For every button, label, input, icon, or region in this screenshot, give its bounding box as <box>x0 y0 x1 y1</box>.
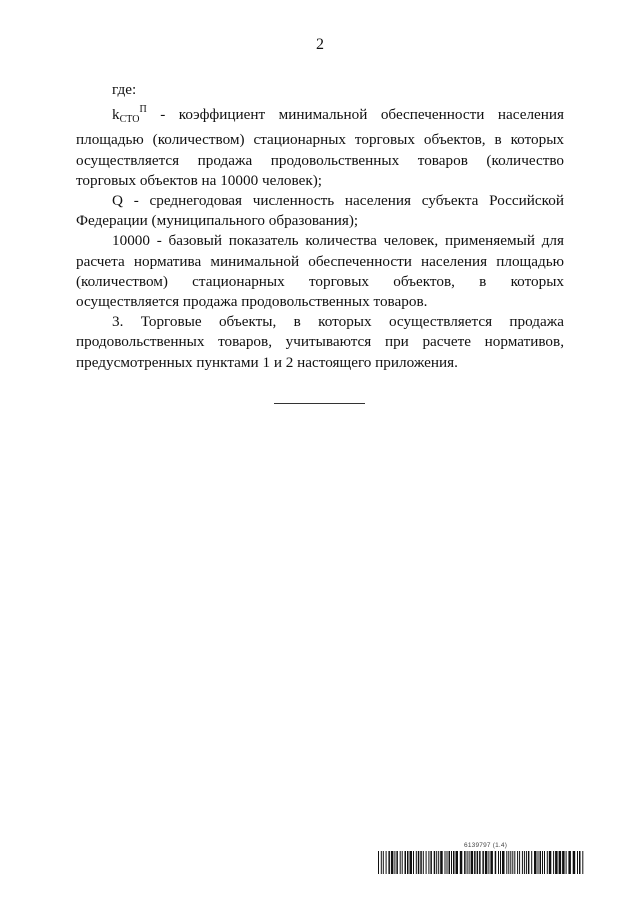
barcode-bar <box>451 851 452 874</box>
barcode-bar <box>440 851 443 874</box>
barcode-bar <box>416 851 417 874</box>
barcode-bar <box>464 851 466 874</box>
q-definition: Q - среднегодовая численность населения субъекта Российской Федерации (муниципального образования); <box>76 192 564 230</box>
barcode-bar <box>386 851 387 874</box>
barcode-bar <box>394 851 395 874</box>
k-subscript: СТО <box>119 114 140 126</box>
barcode-bar <box>508 851 509 874</box>
barcode-bar <box>517 851 518 874</box>
barcode-bar <box>482 851 484 874</box>
barcode-bar <box>568 851 571 874</box>
barcode-bar <box>573 851 576 874</box>
section-divider <box>274 403 365 404</box>
barcode-bar <box>553 851 554 874</box>
barcode-bar <box>544 851 545 874</box>
k-definition-text: - коэффициент минимальной обеспеченности населения площадью (количеством) стационарных торговых объектов, в которых осуществляется продажа продовольственных товаров (количество торговых объектов на 10000 человек); <box>76 106 565 189</box>
barcode-bar <box>449 851 451 874</box>
barcode-bar <box>477 851 479 874</box>
barcode-bar <box>549 851 552 874</box>
barcode-bar <box>469 851 470 874</box>
barcode-bar <box>471 851 474 874</box>
barcode-bar <box>534 851 537 874</box>
barcode-bar <box>488 851 489 874</box>
barcode-bar <box>430 851 432 874</box>
barcode-bar <box>467 851 468 874</box>
barcode-bar <box>514 851 515 874</box>
barcode-bar <box>506 851 507 874</box>
barcode-bar <box>540 851 542 874</box>
barcode-bar <box>495 851 497 874</box>
barcode-bar <box>485 851 488 874</box>
barcode-bar <box>528 851 530 874</box>
document-body <box>76 80 564 373</box>
barcode-bar <box>522 851 523 874</box>
barcode-bar <box>512 851 513 874</box>
barcode-bar <box>519 851 520 874</box>
barcode-bar <box>407 851 409 874</box>
barcode-bar <box>405 851 407 874</box>
barcode-bar <box>391 851 394 874</box>
barcode-bar <box>524 851 525 874</box>
barcode-bar <box>579 851 581 874</box>
barcode-bar <box>378 851 379 874</box>
barcode-bar <box>474 851 476 874</box>
barcode-bar <box>434 851 436 874</box>
barcode-bar <box>582 851 583 874</box>
barcode-bar <box>418 851 420 874</box>
barcode-bar <box>400 851 401 874</box>
barcode-bar <box>383 851 384 874</box>
barcode-bar <box>510 851 511 874</box>
barcode-bar <box>542 851 543 874</box>
barcode-bar <box>453 851 455 874</box>
k-symbol: k <box>112 106 120 124</box>
barcode-bar <box>500 851 501 874</box>
barcode-bar <box>438 851 439 874</box>
barcode-bar <box>447 851 448 874</box>
barcode-bar <box>577 851 578 874</box>
barcode-bar <box>538 851 539 874</box>
barcode-bar <box>526 851 527 874</box>
barcode-bar <box>562 851 565 874</box>
barcode-bar <box>402 851 403 874</box>
barcode-bar <box>555 851 558 874</box>
barcode-icon <box>378 851 585 874</box>
barcode-bar <box>531 851 532 874</box>
barcode-bar <box>456 851 459 874</box>
barcode-bar <box>547 851 548 874</box>
item-3: 3. Торговые объекты, в которых осуществляется продажа продовольственных товаров, учитываются при расчете нормативов, предусмотренных пунктами 1 и 2 настоящего приложения. <box>76 313 564 371</box>
barcode-bar <box>381 851 382 874</box>
barcode-bar <box>502 851 505 874</box>
where-label: где: <box>112 81 137 98</box>
barcode-bar <box>420 851 422 874</box>
barcode-bar <box>436 851 437 874</box>
barcode-bar <box>460 851 463 874</box>
k-coefficient-definition <box>76 100 564 191</box>
barcode-bar <box>426 851 427 874</box>
barcode-bar <box>445 851 446 874</box>
k-superscript: П <box>139 104 147 116</box>
barcode-bar <box>479 851 481 874</box>
barcode-bar <box>428 851 429 874</box>
barcode-bar <box>396 851 398 874</box>
barcode-bar <box>388 851 390 874</box>
document-code: 6139797 (1.4) <box>464 842 508 849</box>
barcode-bar <box>559 851 562 874</box>
barcode-bar <box>490 851 493 874</box>
barcode-bar <box>566 851 567 874</box>
barcode-bar <box>423 851 424 874</box>
barcode-bar <box>410 851 413 874</box>
base-definition: 10000 - базовый показатель количества человек, применяемый для расчета норматива минимальной обеспеченности населения площадью (количеством) стационарных торговых объектов, в которых осуществляется продажа продовольственных товаров. <box>76 232 564 311</box>
page-number: 2 <box>316 36 324 53</box>
barcode-bar <box>413 851 414 874</box>
barcode-bar <box>498 851 499 874</box>
